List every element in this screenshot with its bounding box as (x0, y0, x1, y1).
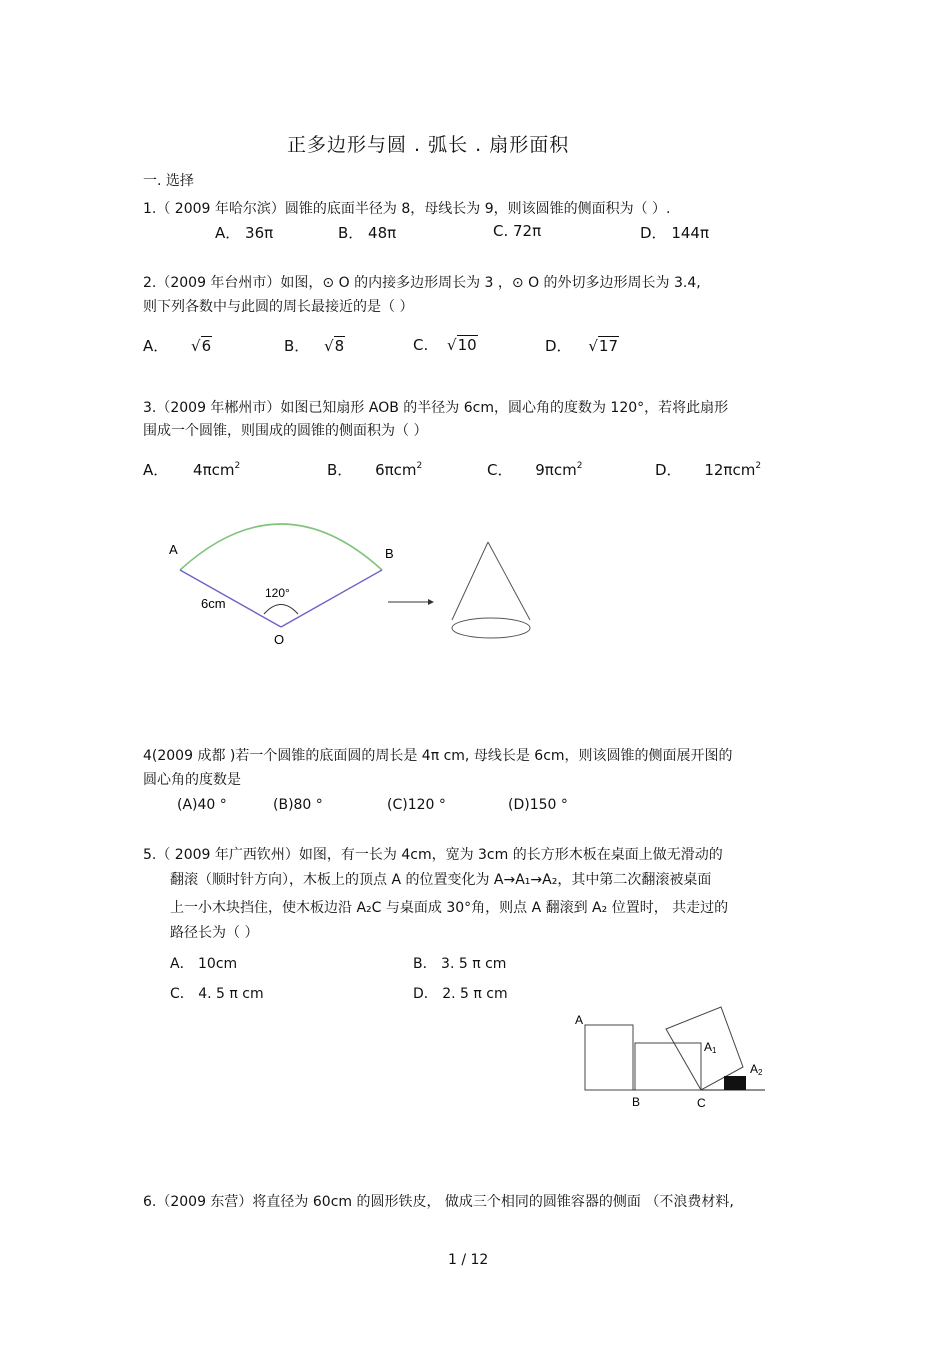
superscript: 2 (234, 461, 241, 471)
q3-option-a (143, 459, 240, 480)
point-label-a: A (575, 1013, 584, 1027)
radicand: 8 (334, 337, 345, 355)
sqrt-expression (324, 336, 345, 355)
q1-option-c: C. 72π (493, 222, 542, 240)
option-label: B． (327, 461, 353, 479)
sqrt-expression (447, 335, 478, 354)
q4-option-c: (C)120 ° (387, 797, 446, 813)
q1-option-d: D． 144π (640, 224, 709, 242)
option-label: C． (487, 461, 513, 479)
q4-option-b: (B)80 ° (273, 797, 323, 813)
option-value: 6πcm (375, 461, 417, 479)
q3-option-b (327, 459, 422, 480)
option-label: A． (143, 461, 169, 479)
cone-right-edge (488, 542, 530, 620)
point-label-a1: A1 (704, 1040, 717, 1055)
question-5-line-1: 5.（ 2009 年广西钦州）如图，有一长为 4cm，宽为 3cm 的长方形木板在桌面上做无滑动的 (143, 847, 723, 863)
option-label: C. (413, 336, 429, 354)
option-value: 12πcm (704, 461, 756, 479)
question-2-line-1: 2.（2009 年台州市）如图，⊙ O 的内接多边形周长为 3 ，⊙ O 的外切多边形周长为 3.4, (143, 275, 701, 291)
question-3-line-2: 围成一个圆锥，则围成的圆锥的侧面积为（ ） (143, 423, 428, 439)
question-5-line-4: 路径长为（ ） (170, 925, 259, 941)
point-label-b: B (632, 1095, 641, 1109)
sqrt-icon: √ (324, 337, 334, 355)
board-position-1 (585, 1025, 633, 1090)
q2-option-b (284, 335, 345, 356)
sqrt-expression (588, 336, 619, 355)
option-label: D． (655, 461, 682, 479)
question-3-line-1: 3.（2009 年郴州市）如图已知扇形 AOB 的半径为 6cm，圆心角的度数为 120°，若将此扇形 (143, 400, 729, 416)
sqrt-icon: √ (447, 336, 457, 354)
superscript: 2 (755, 461, 762, 471)
option-label: D． (545, 337, 572, 355)
sector-cone-figure (150, 500, 570, 660)
angle-label: 120° (265, 586, 290, 600)
option-value: 4πcm (193, 461, 235, 479)
rolling-board-figure (565, 1005, 780, 1115)
radicand: 17 (598, 337, 618, 355)
question-6-line-1: 6.（2009 东营）将直径为 60cm 的圆形铁皮， 做成三个相同的圆锥容器的侧面 （不浪费材料, (143, 1194, 734, 1210)
q5-option-c: C． 4. 5 π cm (170, 986, 264, 1002)
q5-option-b: B． 3. 5 π cm (413, 956, 507, 972)
angle-arc (264, 605, 298, 615)
point-label-b: B (385, 546, 394, 561)
question-5-line-3: 上一小木块挡住，使木板边沿 A₂C 与桌面成 30°角，则点 A 翻滚到 A₂ 位置时， 共走过的 (170, 900, 729, 916)
q5-option-d: D． 2. 5 π cm (413, 986, 508, 1002)
section-heading: 一. 选择 (143, 173, 194, 189)
q2-option-c (413, 335, 478, 354)
board-position-2 (635, 1043, 701, 1090)
question-1-text: 1.（ 2009 年哈尔滨）圆锥的底面半径为 8，母线长为 9，则该圆锥的侧面积为（ ）. (143, 201, 671, 217)
q2-option-a (143, 335, 212, 356)
sector-arc (180, 524, 382, 570)
arrow-head-icon (428, 599, 434, 605)
question-5-line-2: 翻滚（顺时针方向），木板上的顶点 A 的位置变化为 A→A₁→A₂，其中第二次翻滚被桌面 (170, 872, 712, 888)
q3-option-d (655, 459, 761, 480)
q1-option-b: B． 48π (338, 224, 397, 242)
q4-option-d: (D)150 ° (508, 797, 568, 813)
sqrt-icon: √ (588, 337, 598, 355)
sqrt-icon: √ (191, 337, 201, 355)
q2-option-d (545, 335, 619, 356)
q5-option-a: A． 10cm (170, 956, 238, 972)
wood-block (724, 1076, 746, 1090)
question-4-line-2: 圆心角的度数是 (143, 772, 241, 788)
point-label-a: A (169, 542, 178, 557)
page-title: 正多边形与圆 . 弧长 . 扇形面积 (287, 134, 570, 156)
sqrt-expression (191, 336, 212, 355)
q4-option-a: (A)40 ° (177, 797, 227, 813)
superscript: 2 (576, 461, 583, 471)
page-number: 1 / 12 (448, 1252, 489, 1268)
option-label: A． (143, 337, 169, 355)
cone-left-edge (452, 542, 488, 620)
option-value: 9πcm (535, 461, 577, 479)
superscript: 2 (416, 461, 423, 471)
radicand: 6 (201, 337, 212, 355)
q1-option-a: A． 36π (215, 224, 274, 242)
radius-label: 6cm (201, 596, 226, 611)
point-label-c: C (697, 1096, 706, 1110)
cone-base (452, 618, 530, 638)
q3-option-c (487, 459, 582, 480)
point-label-a2: A2 (750, 1062, 763, 1077)
option-label: B． (284, 337, 310, 355)
point-label-o: O (274, 632, 285, 647)
radicand: 10 (457, 336, 477, 354)
question-2-line-2: 则下列各数中与此圆的周长最接近的是（ ） (143, 299, 414, 315)
question-4-line-1: 4(2009 成都 )若一个圆锥的底面圆的周长是 4π cm, 母线长是 6cm，则该圆锥的侧面展开图的 (143, 748, 733, 764)
sector-radius-ob (281, 570, 382, 627)
